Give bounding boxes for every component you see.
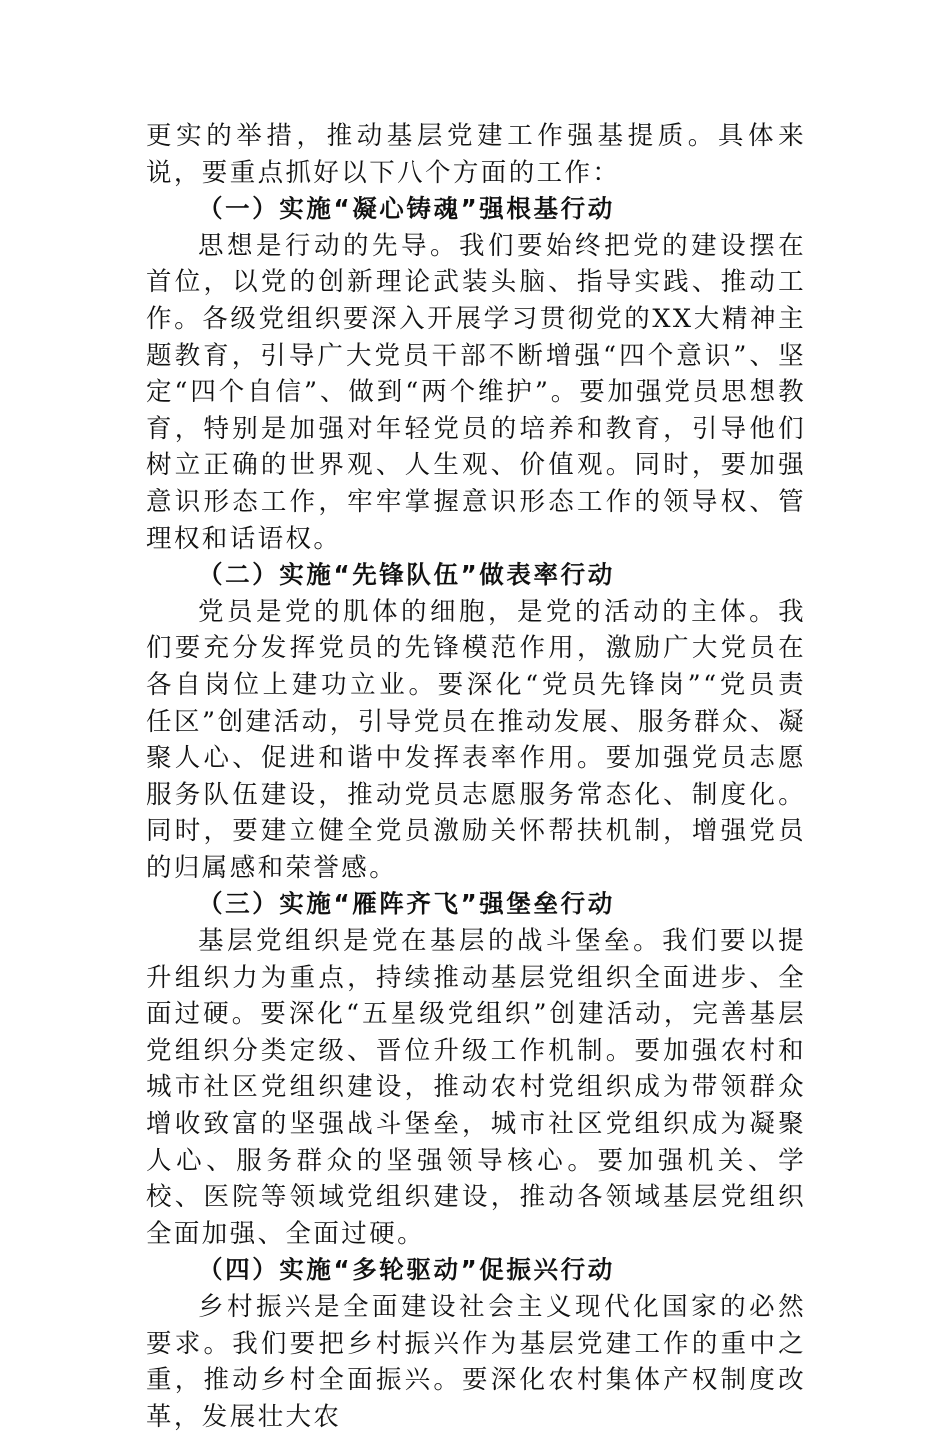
section-2-heading: （二）实施“先锋队伍”做表率行动 (198, 560, 615, 590)
section-3-heading: （三）实施“雁阵齐飞”强堡垒行动 (198, 889, 615, 919)
intro-paragraph: 更实的举措，推动基层党建工作强基提质。具体来说，要重点抓好以下八个方面的工作： (146, 121, 806, 188)
section-2-paragraph: 党员是党的肌体的细胞，是党的活动的主体。我们要充分发挥党员的先锋模范作用，激励广大党员在各自岗位上建功立业。要深化“党员先锋岗”“党员责任区”创建活动，引导党员在推动发展、服务群众、凝聚人心、促进和谐中发挥表率作用。要加强党员志愿服务队伍建设，推动党员志愿服务常态化、制度化。同时，要建立健全党员激励关怀帮扶机制，增强党员的归属感和荣誉感。 (146, 596, 806, 883)
section-1-heading: （一）实施“凝心铸魂”强根基行动 (198, 194, 615, 224)
section-1-paragraph: 思想是行动的先导。我们要始终把党的建设摆在首位，以党的创新理论武装头脑、指导实践、推动工作。各级党组织要深入开展学习贯彻党的XX大精神主题教育，引导广大党员干部不断增强“四个意识”、坚定“四个自信”、做到“两个维护”。要加强党员思想教育，特别是加强对年轻党员的培养和教育，引导他们树立正确的世界观、人生观、价值观。同时，要加强意识形态工作，牢牢掌握意识形态工作的领导权、管理权和话语权。 (146, 230, 806, 554)
document-body (146, 118, 806, 1435)
section-4-heading: （四）实施“多轮驱动”促振兴行动 (198, 1255, 615, 1285)
section-3-paragraph: 基层党组织是党在基层的战斗堡垒。我们要以提升组织力为重点，持续推动基层党组织全面进步、全面过硬。要深化“五星级党组织”创建活动，完善基层党组织分类定级、晋位升级工作机制。要加强农村和城市社区党组织建设，推动农村党组织成为带领群众增收致富的坚强战斗堡垒，城市社区党组织成为凝聚人心、服务群众的坚强领导核心。要加强机关、学校、医院等领域党组织建设，推动各领域基层党组织全面加强、全面过硬。 (146, 926, 806, 1249)
section-4-paragraph: 乡村振兴是全面建设社会主义现代化国家的必然要求。我们要把乡村振兴作为基层党建工作的重中之重，推动乡村全面振兴。要深化农村集体产权制度改革，发展壮大农 (146, 1292, 806, 1432)
